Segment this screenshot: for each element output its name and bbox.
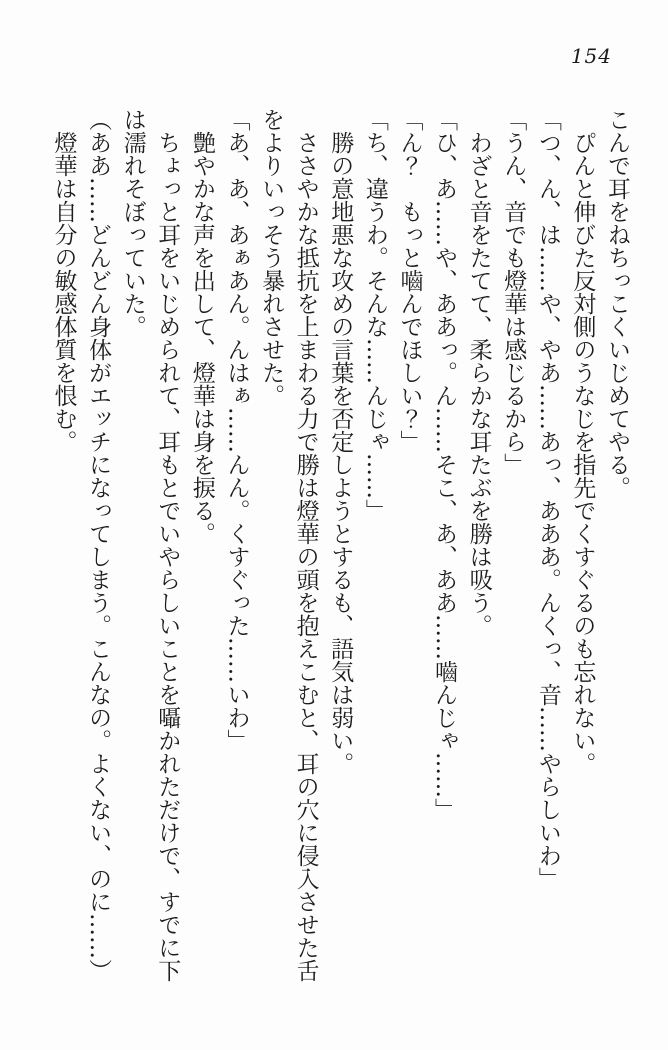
text-line: をよりいっそう暴れさせた。 (258, 108, 285, 407)
text-line: ぴんと伸びた反対側のうなじを指先でくすぐるのも忘れない。 (569, 131, 596, 775)
text-line: こんで耳をねちっこくいじめてやる。 (604, 108, 630, 499)
text-line: 「ん？ もっと嚙んでほしい？」 (396, 108, 423, 453)
text-line: は濡れそぼっていた。 (119, 108, 146, 338)
text-line: 「ひ、あ……や、ああっ。ん……そこ、あ、ああ……嚙んじゃ……」 (431, 108, 458, 821)
text-line: 勝の意地悪な攻めの言葉を否定しようとするも、語気は弱い。 (327, 131, 354, 775)
text-line: 「つ、ん、は……や、やあ……あっ、あああ。んくっ、音……やらしいわ」 (534, 108, 561, 890)
text-line: ちょっと耳をいじめられて、耳もとでいやらしいことを囁かれただけで、すでに下 (154, 131, 181, 982)
text-line: わざと音をたてて、柔らかな耳たぶを勝は吸う。 (465, 131, 492, 637)
text-line: 「うん、音でも燈華は感じるから」 (500, 108, 527, 476)
text-line: 燈華は自分の敏感体質を恨む。 (50, 131, 77, 453)
page-number: 154 (570, 44, 612, 68)
text-line: 「あ、あ、あぁあん。んはぁ……んん。くすぐった……いわ」 (223, 108, 250, 752)
page-text (46, 108, 634, 1004)
text-line: 艶やかな声を出して、燈華は身を捩る。 (188, 131, 215, 545)
text-line: 「ち、違うわ。そんな……んじゃ……」 (361, 108, 388, 522)
text-line: （ああ……どんどん身体がエッチになってしまう。こんなの。よくない、のに……） (85, 108, 112, 982)
text-line: ささやかな抵抗を上まわる力で勝は燈華の頭を抱えこむと、耳の穴に侵入させた舌 (292, 131, 319, 982)
